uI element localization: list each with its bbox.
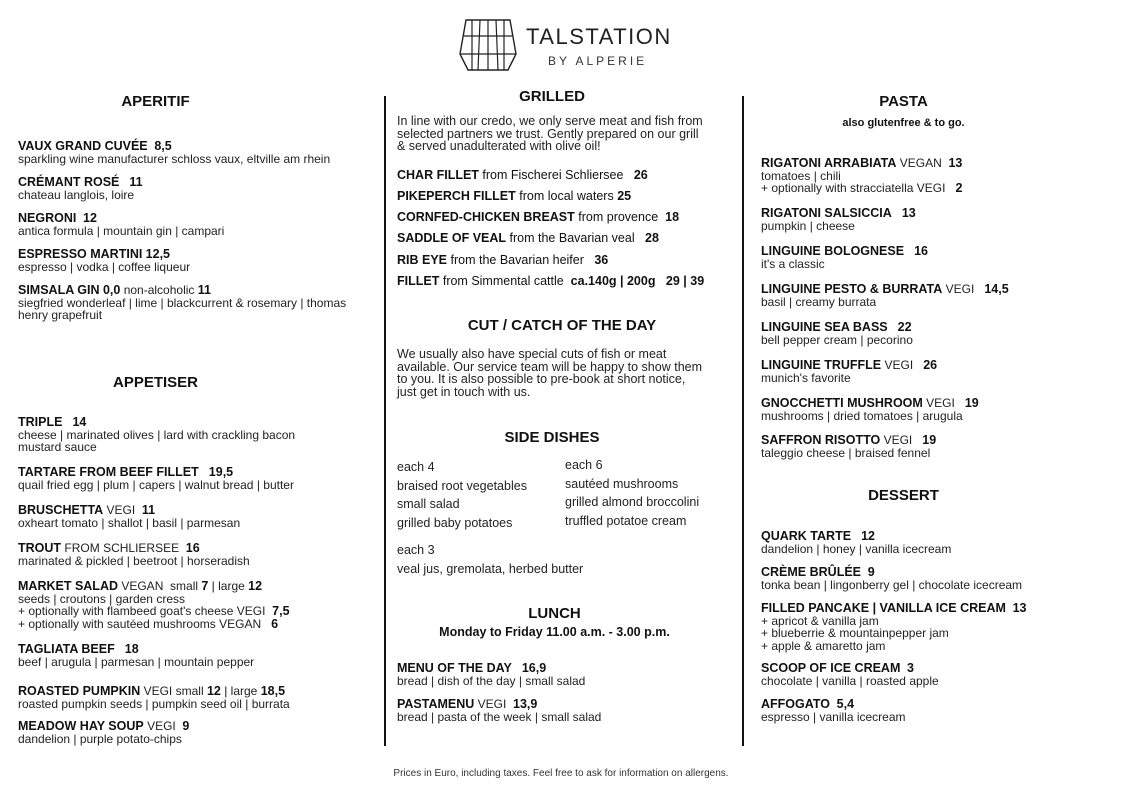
- menu-item: CRÉMANT ROSÉ 11 chateau langlois, loire: [18, 175, 143, 202]
- menu-item: LINGUINE TRUFFLE VEGI 26 munich's favorite: [761, 358, 938, 385]
- column-divider-right: [742, 96, 744, 746]
- menu-item: SADDLE OF VEAL from the Bavarian veal 28: [397, 231, 659, 245]
- menu-item: TAGLIATA BEEF 18 beef | arugula | parmesan | mountain pepper: [18, 642, 255, 669]
- section-title-appetiser: APPETISER: [112, 374, 199, 391]
- menu-item: LINGUINE PESTO & BURRATA VEGI 14,5 basil | creamy burrata: [761, 282, 1009, 309]
- menu-item: SIMSALA GIN 0,0 non-alcoholic 11 siegfried wonderleaf | lime | blackcurrent & rosemary | thomas henry grapefruit: [18, 283, 347, 322]
- menu-item: RIB EYE from the Bavarian heifer 36: [397, 253, 609, 267]
- menu-item: TROUT FROM SCHLIERSEE 16 marinated & pickled | beetroot | horseradish: [18, 541, 250, 568]
- column-divider-left: [384, 96, 386, 746]
- cut-description: We usually also have special cuts of fish or meat available. Our service team will be happy to show them to you. It is also possible to pre-book at short notice, just get in touch with us.: [397, 347, 703, 399]
- menu-item: AFFOGATO 5,4 espresso | vanilla icecream: [761, 697, 906, 724]
- menu-item: MEADOW HAY SOUP VEGI 9 dandelion | purple potato-chips: [18, 719, 190, 746]
- section-title-aperitif: APERITIF: [121, 93, 190, 110]
- menu-item: FILLET from Simmental cattle ca.140g | 200g 29 | 39: [397, 274, 705, 288]
- side-dishes-group-4: each 4 braised root vegetables small salad grilled baby potatoes: [397, 460, 527, 530]
- section-title-cut-of-the-day: CUT / CATCH OF THE DAY: [467, 317, 657, 334]
- menu-item: ROASTED PUMPKIN VEGI small 12 | large 18,5 roasted pumpkin seeds | pumpkin seed oil | burrata: [18, 684, 290, 711]
- menu-item: VAUX GRAND CUVÉE 8,5 sparkling wine manufacturer schloss vaux, eltville am rhein: [18, 139, 331, 166]
- menu-item: ESPRESSO MARTINI 12,5 espresso | vodka | coffee liqueur: [18, 247, 191, 274]
- menu-item: CORNFED-CHICKEN BREAST from provence 18: [397, 210, 680, 224]
- footer-note: Prices in Euro, including taxes. Feel free to ask for information on allergens.: [393, 768, 729, 779]
- menu-item: PIKEPERCH FILLET from local waters 25: [397, 189, 632, 203]
- section-title-dessert: DESSERT: [868, 487, 939, 504]
- menu-item: MARKET SALAD VEGAN small 7 | large 12 seeds | croutons | garden cress + optionally with flambeed goat's cheese VEGI 7,5 + optionally with sautéed mushrooms VEGAN 6: [18, 579, 290, 631]
- brand-subtitle: BY ALPERIE: [548, 54, 648, 68]
- brand-name: TALSTATION: [526, 24, 672, 49]
- talstation-logo-icon: [458, 14, 518, 74]
- section-title-grilled: GRILLED: [519, 88, 585, 105]
- lunch-hours: Monday to Friday 11.00 a.m. - 3.00 p.m.: [439, 625, 670, 639]
- menu-item: GNOCCHETTI MUSHROOM VEGI 19 mushrooms | dried tomatoes | arugula: [761, 396, 979, 423]
- menu-item: RIGATONI SALSICCIA 13 pumpkin | cheese: [761, 206, 916, 233]
- menu-item: MENU OF THE DAY 16,9 bread | dish of the day | small salad: [397, 661, 586, 688]
- menu-item: CHAR FILLET from Fischerei Schliersee 26: [397, 168, 648, 182]
- section-title-pasta: PASTA: [879, 93, 928, 110]
- brand-logo: [458, 14, 672, 76]
- section-title-lunch: LUNCH: [528, 605, 581, 622]
- menu-item: RIGATONI ARRABIATA VEGAN 13 tomatoes | chili + optionally with stracciatella VEGI 2: [761, 156, 963, 195]
- menu-item: PASTAMENU VEGI 13,9 bread | pasta of the week | small salad: [397, 697, 602, 724]
- side-dishes-group-3: each 3 veal jus, gremolata, herbed butter: [397, 543, 584, 576]
- section-title-side-dishes: SIDE DISHES: [504, 429, 600, 446]
- menu-item: SCOOP OF ICE CREAM 3 chocolate | vanilla | roasted apple: [761, 661, 939, 688]
- menu-item: FILLED PANCAKE | VANILLA ICE CREAM 13 + apricot & vanilla jam + blueberrie & mountainpepper jam + apple & amaretto jam: [761, 601, 1027, 653]
- menu-item: QUARK TARTE 12 dandelion | honey | vanilla icecream: [761, 529, 952, 556]
- menu-item: LINGUINE BOLOGNESE 16 it's a classic: [761, 244, 928, 271]
- menu-item: TARTARE FROM BEEF FILLET 19,5 quail fried egg | plum | capers | walnut bread | butter: [18, 465, 294, 492]
- grilled-intro: In line with our credo, we only serve meat and fish from selected partners we trust. Gently prepared on our grill & served unadulterated with olive oil!: [397, 114, 703, 153]
- menu-item: LINGUINE SEA BASS 22 bell pepper cream | pecorino: [761, 320, 913, 347]
- menu-item: CRÈME BRÛLÉE 9 tonka bean | lingonberry gel | chocolate icecream: [761, 565, 1023, 592]
- menu-item: TRIPLE 14 cheese | marinated olives | lard with crackling bacon mustard sauce: [18, 415, 296, 454]
- menu-item: SAFFRON RISOTTO VEGI 19 taleggio cheese | braised fennel: [761, 433, 937, 460]
- menu-item: BRUSCHETTA VEGI 11 oxheart tomato | shallot | basil | parmesan: [18, 503, 241, 530]
- pasta-subtitle: also glutenfree & to go.: [842, 117, 965, 129]
- menu-item: NEGRONI 12 antica formula | mountain gin | campari: [18, 211, 225, 238]
- side-dishes-group-6: each 6 sautéed mushrooms grilled almond broccolini truffled potatoe cream: [565, 458, 700, 528]
